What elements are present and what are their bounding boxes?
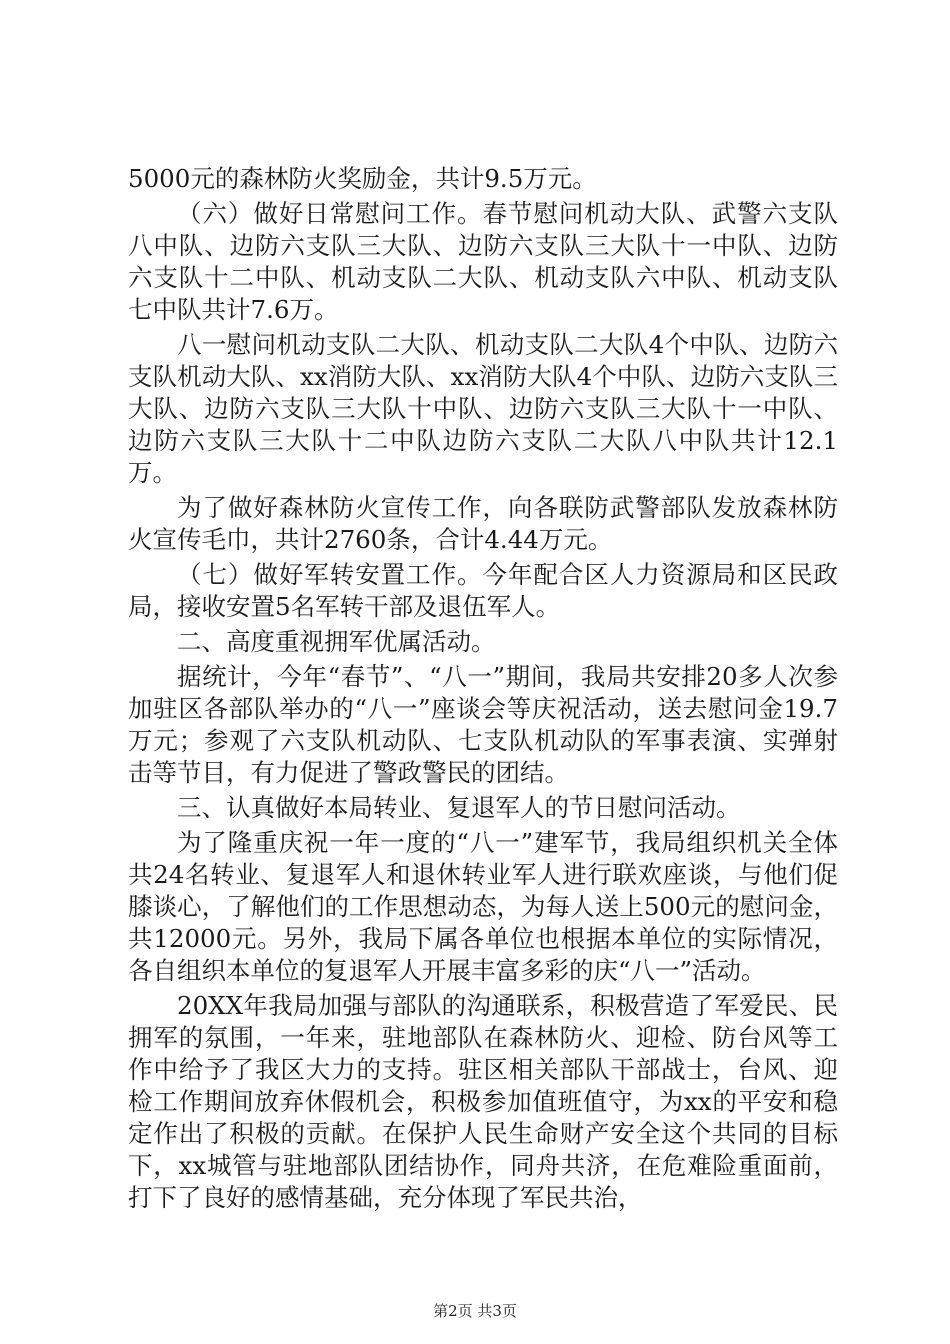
paragraph-section-six: （六）做好日常慰问工作。春节慰问机动大队、武警六支队八中队、边防六支队三大队、边防六支队三大队十一中队、边防六支队十二中队、机动支队二大队、机动支队六中队、机动支队七中队共计7.6万。 xyxy=(128,199,838,324)
page-footer: 第2页 共3页 xyxy=(433,1302,517,1320)
paragraph-fire-publicity: 为了做好森林防火宣传工作，向各联防武警部队发放森林防火宣传毛巾，共计2760条，合计4.44万元。 xyxy=(128,493,838,554)
heading-section-three: 三、认真做好本局转业、复退军人的节日慰问活动。 xyxy=(177,793,741,822)
paragraph-year-summary: 20XX年我局加强与部队的沟通联系，积极营造了军爱民、民拥军的氛围，一年来，驻地部队在森林防火、迎检、防台风等工作中给予了我区大力的支持。驻区相关部队干部战士，台风、迎检工作期间放弃休假机会，积极参加值班值守，为xx的平安和稳定作出了积极的贡献。在保护人民生命财产安全这个共同的目标下，xx城管与驻地部队团结协作，同舟共济，在危难险重面前，打下了良好的感情基础，充分体现了军民共治， xyxy=(128,991,838,1212)
document-body xyxy=(128,163,838,1217)
paragraph-army-day-celebration: 为了隆重庆祝一年一度的“八一”建军节，我局组织机关全体共24名转业、复退军人和退休转业军人进行联欢座谈，与他们促膝谈心，了解他们的工作思想动态，为每人送上500元的慰问金，共12000元。另外，我局下属各单位也根据本单位的实际情况，各自组织本单位的复退军人开展丰富多彩的庆“八一”活动。 xyxy=(128,828,838,985)
paragraph-bayi-visits: 八一慰问机动支队二大队、机动支队二大队4个中队、边防六支队机动大队、xx消防大队、xx消防大队4个中队、边防六支队三大队、边防六支队三大队十中队、边防六支队三大队十一中队、边防六支队三大队十二中队边防六支队二大队八中队共计12.1万。 xyxy=(128,330,838,487)
heading-section-two: 二、高度重视拥军优属活动。 xyxy=(177,627,496,656)
paragraph-section-seven: （七）做好军转安置工作。今年配合区人力资源局和区民政局，接收安置5名军转干部及退伍军人。 xyxy=(128,560,838,621)
paragraph-statistics: 据统计，今年“春节”、“八一”期间，我局共安排20多人次参加驻区各部队举办的“八一”座谈会等庆祝活动，送去慰问金19.7万元；参观了六支队机动队、七支队机动队的军事表演、实弹射击等节目，有力促进了警政警民的团结。 xyxy=(128,662,838,787)
paragraph-continuation: 5000元的森林防火奖励金，共计9.5万元。 xyxy=(128,164,597,193)
